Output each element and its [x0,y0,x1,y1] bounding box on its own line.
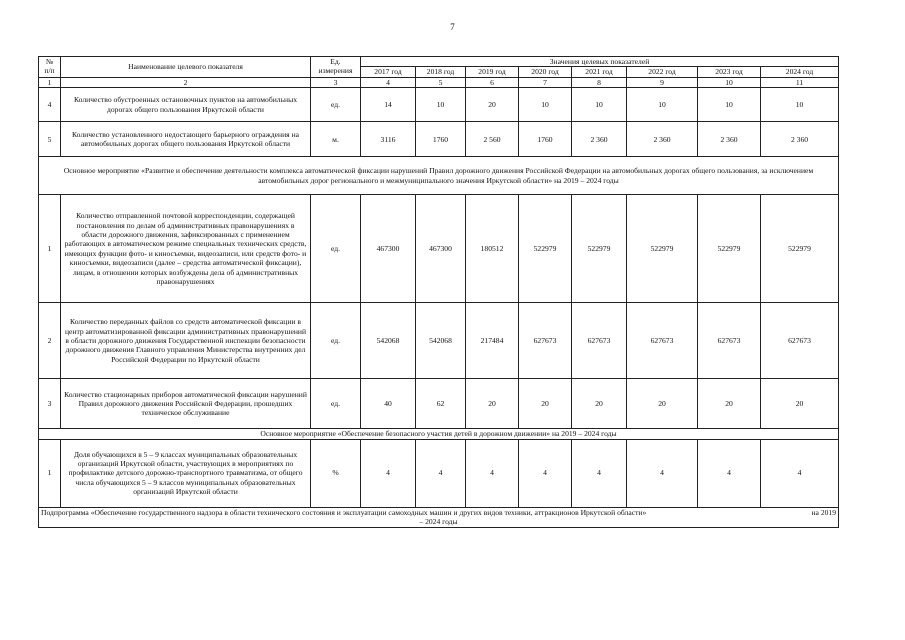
row-value: 1760 [416,122,466,157]
index-cell: 11 [761,77,839,87]
row-num: 5 [39,122,61,157]
row-value: 40 [361,379,416,429]
header-index-row [39,77,839,87]
row-name: Количество переданных файлов со средств автоматической фиксации в центр автоматизированной фиксации административных правонарушений в области дорожного движения Государственной инспекции безопасности дорожного движения Главного управления Министерства внутренних дел Российской Федерации по Иркутской области [61,303,311,379]
row-value: 542068 [361,303,416,379]
index-cell: 6 [466,77,519,87]
row-value: 1760 [519,122,572,157]
row-value: 10 [698,88,761,122]
header-year: 2017 год [361,67,416,77]
row-num: 4 [39,88,61,122]
row-name: Количество стационарных приборов автоматической фиксации нарушений Правил дорожного движения Российской Федерации, прошедших техническое обслуживание [61,379,311,429]
row-num: 1 [39,439,61,507]
row-value: 4 [361,439,416,507]
page-number: 7 [450,22,455,32]
row-name: Доля обучающихся в 5 – 9 классах муниципальных образовательных организаций Иркутской области, участвующих в мероприятиях по профилактике детского дорожно-транспортного травматизма, от общего числа обучающихся 5 – 9 классов муниципальных образовательных организаций Иркутской области [61,439,311,507]
row-value: 4 [416,439,466,507]
header-year: 2019 год [466,67,519,77]
row-value: 3116 [361,122,416,157]
header-year: 2022 год [627,67,698,77]
row-value: 627673 [519,303,572,379]
section-heading-row [39,429,839,439]
row-num: 3 [39,379,61,429]
subprogram-period-end: – 2024 годы [419,517,458,527]
row-value: 217484 [466,303,519,379]
row-unit: ед. [311,195,361,303]
row-value: 10 [627,88,698,122]
row-value: 62 [416,379,466,429]
subprogram-period-start: на 2019 [811,507,837,517]
subprogram-heading [39,507,839,527]
row-value: 467300 [416,195,466,303]
table-row [39,122,839,157]
row-value: 10 [519,88,572,122]
row-value: 522979 [572,195,627,303]
target-indicators-table [38,56,839,528]
row-value: 4 [466,439,519,507]
table-row [39,88,839,122]
row-value: 4 [761,439,839,507]
row-value: 20 [761,379,839,429]
header-name: Наименование целевого показателя [61,57,311,78]
header-unit: Ед. измерения [311,57,361,78]
index-cell: 7 [519,77,572,87]
row-num: 2 [39,303,61,379]
header-year: 2021 год [572,67,627,77]
row-value: 4 [519,439,572,507]
row-value: 20 [627,379,698,429]
row-value: 627673 [761,303,839,379]
row-name: Количество отправленной почтовой корреспонденции, содержащей постановления по делам об административных правонарушениях в области дорожного движения, зафиксированных с применением работающих в автоматическом режиме специальных технических средств, имеющих функции фото- и киносъемки, видеозаписи, или средств фото- и киносъемки, видеозаписи (далее – средства автоматической фиксации), лицам, в отношении которых возбуждены дела об административных правонарушениях [61,195,311,303]
row-unit: % [311,439,361,507]
row-value: 20 [466,379,519,429]
row-value: 627673 [627,303,698,379]
row-value: 522979 [698,195,761,303]
index-cell: 1 [39,77,61,87]
header-row-1 [39,57,839,67]
subprogram-row [39,507,839,527]
index-cell: 3 [311,77,361,87]
index-cell: 2 [61,77,311,87]
index-cell: 10 [698,77,761,87]
row-value: 627673 [698,303,761,379]
row-value: 10 [416,88,466,122]
table-row [39,303,839,379]
header-year: 2018 год [416,67,466,77]
row-num: 1 [39,195,61,303]
row-value: 14 [361,88,416,122]
table-row [39,195,839,303]
row-value: 20 [572,379,627,429]
section-heading-automatic-fixation: Основное мероприятие «Развитие и обеспечение деятельности комплекса автоматической фиксации нарушений Правил дорожного движения Российской Федерации на автомобильных дорогах общего пользования, за исключением автомобильных дорог регионального и межмуниципального значения Иркутской области» на 2019 – 2024 годы [39,157,839,195]
subprogram-line [41,508,836,517]
row-value: 2 360 [627,122,698,157]
index-cell: 5 [416,77,466,87]
row-value: 4 [627,439,698,507]
row-value: 627673 [572,303,627,379]
row-value: 20 [519,379,572,429]
header-year: 2020 год [519,67,572,77]
row-value: 467300 [361,195,416,303]
row-value: 20 [698,379,761,429]
row-unit: м. [311,122,361,157]
row-value: 522979 [627,195,698,303]
row-value: 10 [761,88,839,122]
index-cell: 9 [627,77,698,87]
table-row [39,379,839,429]
row-value: 2 360 [572,122,627,157]
row-value: 2 360 [698,122,761,157]
row-unit: ед. [311,379,361,429]
index-cell: 8 [572,77,627,87]
row-name: Количество установленного недостающего барьерного ограждения на автомобильных дорогах общего пользования Иркутской области [61,122,311,157]
row-unit: ед. [311,88,361,122]
table-row [39,439,839,507]
header-values: Значения целевых показателей [361,57,839,67]
row-name: Количество обустроенных остановочных пунктов на автомобильных дорогах общего пользования Иркутской области [61,88,311,122]
row-value: 2 560 [466,122,519,157]
section-heading-children-safety: Основное мероприятие «Обеспечение безопасного участия детей в дорожном движении» на 2019 – 2024 годы [39,429,839,439]
row-value: 20 [466,88,519,122]
row-value: 542068 [416,303,466,379]
row-value: 522979 [761,195,839,303]
header-year: 2024 год [761,67,839,77]
subprogram-text: Подпрограмма «Обеспечение государственного надзора в области технического состояния и эксплуатации самоходных машин и других видов техники, аттракционов Иркутской области» [41,507,647,517]
row-value: 180512 [466,195,519,303]
index-cell: 4 [361,77,416,87]
row-value: 522979 [519,195,572,303]
row-value: 10 [572,88,627,122]
header-num: № п/п [39,57,61,78]
section-heading-row [39,157,839,195]
header-year: 2023 год [698,67,761,77]
row-value: 4 [572,439,627,507]
row-value: 2 360 [761,122,839,157]
row-unit: ед. [311,303,361,379]
row-value: 4 [698,439,761,507]
